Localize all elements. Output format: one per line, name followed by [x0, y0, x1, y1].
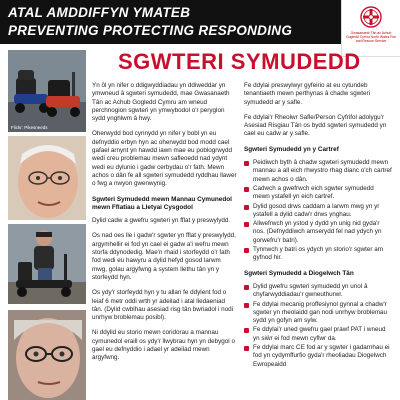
paragraph: Fe ddylai'r Rheolwr Safle/Person Cyfrifol adolygu'r Asesiad Risgiau Tân os bydd sgwteri symudedd yn cael eu cadw ar y safle. [244, 113, 387, 138]
list-item [244, 326, 392, 343]
paragraph: Fe ddylai preswylwyr gyfeirio at eu cytundeb tenantiaeth mewn perthynas â chadw sgwteri symudedd ar y safle. [244, 82, 371, 106]
list-item-text: Dylid gwefru sgwteri symudedd yn unol â chyfarwyddiadau'r gwneuthurwr. [253, 282, 368, 299]
list-item [244, 246, 392, 263]
list-item [244, 203, 392, 220]
list-item [244, 283, 392, 300]
list-item-text: Dylid gosod drws caddam a larwm mwg yn yr ystafell a dylid cadw'r drws ynghau. [253, 202, 380, 218]
list-item-text: Peidiwch byth â chadw sgwteri symudedd mewn mannau a all eich rhwystro rhag dianc o'ch cartref mewn achos o dân. [253, 159, 392, 183]
section-heading: Sgwteri Symudedd yn y Cartref [244, 145, 339, 153]
bullet-icon [244, 205, 249, 210]
fire-service-emblem-icon [360, 6, 382, 28]
paragraph: Dylid cadw a gwefru sgwteri yn fflat y preswylydd. [92, 217, 231, 225]
bullet-icon [244, 346, 249, 351]
bullet-list [244, 159, 392, 263]
header-slogan-line2: PREVENTING PROTECTING RESPONDING [8, 23, 293, 38]
bullet-icon [244, 222, 249, 227]
bullet-list [244, 283, 392, 369]
header-slogan-line1: ATAL AMDDIFFYN YMATEB [8, 5, 191, 20]
bullet-icon [244, 285, 249, 290]
bullet-icon [244, 248, 249, 253]
elderly-woman-portrait [8, 310, 86, 400]
list-item-text: Fe ddylai'r uned gwefru gael prawf PAT i wneud yn siŵr ei fod mewn cyflwr da. [253, 326, 386, 342]
logo-caption: Gwasanaeth Tân ac Achub Gogledd Cymru North Wales Fire and Rescue Service [346, 31, 396, 44]
page-title: SGWTERI SYMUDEDD [118, 49, 361, 74]
list-item [244, 159, 392, 184]
photo-credit: Flickr: Pikesneeds [11, 125, 48, 130]
bullet-icon [244, 328, 249, 333]
list-item-text: Fe ddylai marc CE fod ar y sgwter i gadarnhau ei fod yn cydymffurfio gyda'r rheoliadau Diogelwch Ewropeaidd [253, 344, 390, 368]
bullet-icon [244, 187, 249, 192]
paragraph: Os ydy'r storfeydd hyn y tu allan fe ddylent fod o leiaf 6 metr oddi wrth yr adeilad i atal lledaeniad tân. (Dylid cwblhau asesiad risg tân bwriadol i nodi unrhyw broblemau posibl). [92, 289, 234, 322]
section-heading: Sgwteri Symudedd a Diogelwch Tân [244, 269, 354, 277]
list-item [244, 301, 392, 326]
elderly-man-portrait [8, 136, 86, 220]
paragraph: Yn ôl yn nifer o ddigwyddiadau yn ddiweddar yn ymwneud â sgwteri symudedd, mae Gwasanaeth Tân ac Achub Gogledd Cymru am wneud perchnogion sgwteri yn ymwybodol o'r peryglon sydd ynghlwm â hwy. [92, 82, 230, 123]
mobility-scooter-photo [8, 50, 86, 132]
paragraph: Ni ddylid eu storio mewn coridorau a mannau cymunedol eraill os ydy'r llwybrau hyn yn debygol o gael eu defnyddio i adael yr adeilad mewn argyfwng. [92, 329, 235, 362]
right-text-column [244, 82, 392, 376]
man-on-scooter-photo [8, 224, 86, 304]
list-item [244, 185, 392, 202]
list-item-text: Cadwch a gwefrwch eich sgwter symudedd mewn ystafell yn eich cartref. [253, 184, 374, 201]
paragraph: Oherwydd bod cynnydd yn nifer y bobl yn eu defnyddio erbyn hyn ac oherwydd bod modd cael gafael arnynt yn hawdd iawn mae eu poblogrwydd wedi creu problemau mewn safleoedd nad ydynt wedi eu dylunio i gadw cerbydau o'r fath. Mewn achos o dân fe all sgwteri symudedd ryddhau llawer o fwg a nwyon gwenwynig. [92, 130, 237, 188]
list-item [244, 344, 392, 369]
paragraph: Os nad oes lle i gadw'r sgwter yn fflat y preswylydd, argymhellir ei fod yn cael ei gadw a'i wefru mewn storfa ddynodedig. Mae'n rhaid i storfeydd o'r fath fod wedi eu hawyru a dylid hefyd gosod larwm mwg, golau argyfwng a system llethu tân yn y storfeydd hyn. [92, 232, 236, 281]
list-item-text: Tynnwch y batri os ydych yn storio'r sgwter am gyfnod hir. [253, 246, 383, 262]
bullet-icon [244, 161, 249, 166]
header-banner [0, 0, 400, 44]
list-item-text: Allwefrwch yn ystod y dydd yn unig nid gyda'r nos. (Defnyddiwch amserydd fel nad ydych yn gorwefru'r batri). [253, 220, 382, 244]
bullet-icon [244, 303, 249, 308]
section-heading: Sgwteri Symudedd mewn Mannau Cymunedol mewn Fflatiau a Lletyai Cysgodol [92, 195, 232, 211]
list-item-text: Fe ddylai mecanig proffesiynol gynnal a chadw'r sgwter yn rheolaidd gan nodi unrhyw broblemau sydd yn gofyn am sylw. [253, 300, 388, 325]
left-text-column [92, 82, 237, 370]
list-item [244, 220, 392, 245]
